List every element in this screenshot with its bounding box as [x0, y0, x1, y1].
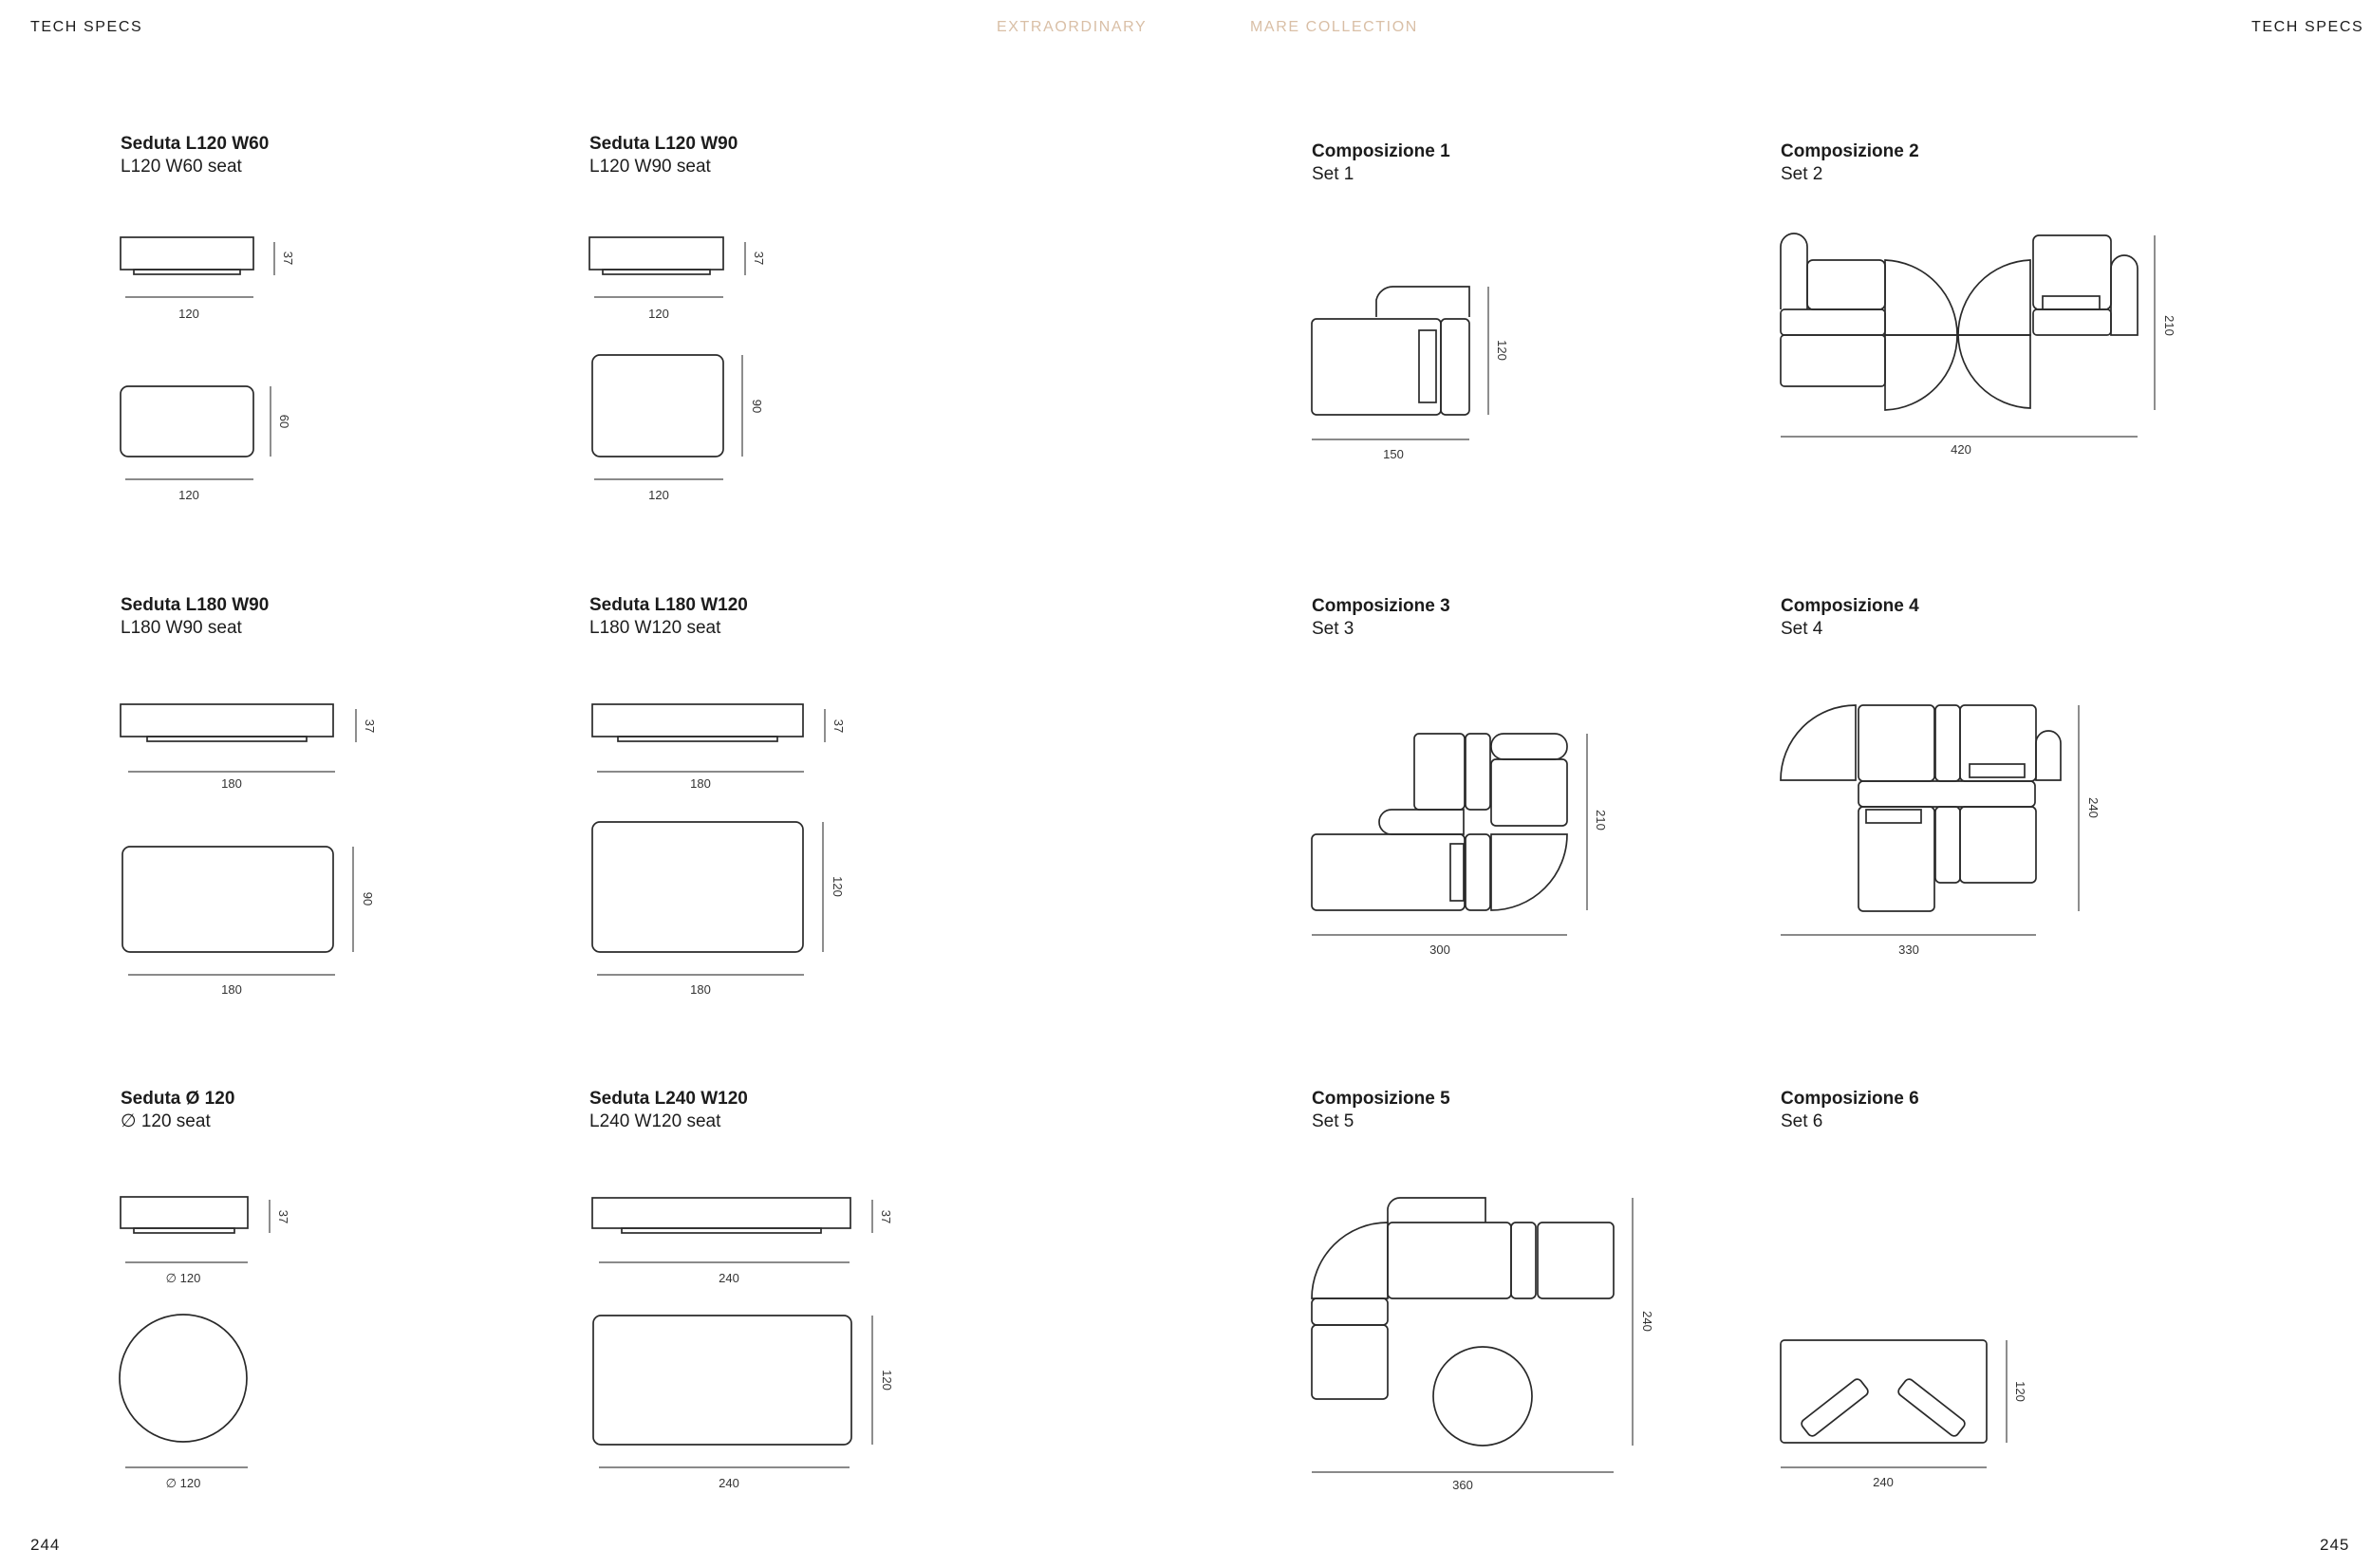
seat-plan	[121, 386, 271, 479]
seat-plan	[592, 355, 742, 479]
height-dim-label: 37	[831, 719, 846, 734]
set-drawing	[1781, 1088, 2046, 1505]
set-3	[1312, 595, 1608, 957]
height-dim-label: 37	[752, 251, 766, 266]
seat-plan	[592, 822, 823, 975]
seat-l120-w60	[121, 133, 295, 502]
set-drawing	[1312, 140, 1521, 473]
seat-plan	[593, 1316, 872, 1467]
page-number-left: 244	[30, 1536, 61, 1554]
seat-title: Seduta L120 W90	[589, 134, 738, 154]
length-dim-label: 300	[1429, 943, 1450, 957]
seat-title: Seduta L240 W120	[589, 1089, 748, 1109]
width-dim-label: 120	[831, 876, 845, 897]
height-dim-label: 37	[276, 1209, 290, 1224]
set-title: Composizione 3	[1312, 596, 1450, 616]
set-plan	[1781, 233, 2155, 437]
seat-subtitle: L120 W60 seat	[121, 157, 242, 177]
seat-drawing	[589, 594, 855, 1002]
set-4	[1781, 595, 2101, 957]
length-dim-label: 120	[178, 307, 199, 321]
header-right: TECH SPECS	[2251, 19, 2364, 35]
set-2	[1781, 140, 2176, 457]
length-dim-label: 120	[648, 307, 669, 321]
length-dim-label: 330	[1898, 943, 1919, 957]
seat-l120-w90	[589, 133, 766, 502]
length-dim-label: 240	[719, 1271, 739, 1285]
seat-title: Seduta L180 W90	[121, 595, 270, 615]
set-1	[1312, 140, 1509, 461]
page-number-right: 245	[2320, 1536, 2350, 1554]
depth-dim-label: 120	[2013, 1381, 2027, 1402]
length-dim-label: 240	[1873, 1475, 1894, 1489]
seat-elevation	[592, 704, 825, 772]
width-dim-label: 120	[880, 1370, 894, 1391]
height-dim-label: 37	[281, 251, 295, 266]
seat-subtitle: L120 W90 seat	[589, 157, 711, 177]
set-subtitle: Set 6	[1781, 1111, 1823, 1131]
length-dim-label: 180	[221, 776, 242, 791]
seat-drawing	[121, 133, 310, 513]
set-drawing	[1312, 595, 1634, 965]
plan-length-dim-label: 120	[178, 488, 199, 502]
plan-length-dim-label: 120	[648, 488, 669, 502]
seat-subtitle: L180 W90 seat	[121, 618, 242, 638]
length-dim-label: 150	[1383, 447, 1404, 461]
depth-dim-label: 210	[2162, 315, 2176, 336]
header-brand: EXTRAORDINARY	[997, 19, 1148, 35]
seat-drawing	[589, 1088, 893, 1505]
width-dim-label: 90	[361, 891, 375, 906]
plan-length-dim-label: 240	[719, 1476, 739, 1490]
seat-plan	[120, 1315, 248, 1467]
set-plan	[1781, 1340, 2007, 1467]
set-title: Composizione 4	[1781, 596, 1919, 616]
seat-l180-w90	[121, 594, 377, 997]
seat-l180-w120	[589, 594, 846, 997]
seat-drawing	[121, 1088, 329, 1505]
seat-title: Seduta Ø 120	[121, 1089, 235, 1109]
set-subtitle: Set 2	[1781, 164, 1823, 184]
plan-length-dim-label: 180	[690, 982, 711, 997]
set-5	[1312, 1088, 1654, 1492]
seat-elevation	[121, 237, 274, 297]
set-plan	[1781, 705, 2079, 935]
set-plan	[1312, 1198, 1633, 1472]
seat-elevation	[121, 1197, 270, 1262]
set-title: Composizione 5	[1312, 1089, 1450, 1109]
length-dim-label: 180	[690, 776, 711, 791]
seat-title: Seduta L120 W60	[121, 134, 270, 154]
seat-elevation	[589, 237, 745, 297]
set-drawing	[1312, 1088, 1653, 1505]
seat-elevation	[121, 704, 356, 772]
set-title: Composizione 1	[1312, 141, 1450, 161]
set-title: Composizione 6	[1781, 1089, 1919, 1109]
set-drawing	[1781, 595, 2103, 965]
seat-drawing	[589, 133, 779, 513]
set-subtitle: Set 5	[1312, 1111, 1354, 1131]
depth-dim-label: 210	[1594, 810, 1608, 831]
seat-subtitle: L240 W120 seat	[589, 1111, 721, 1131]
depth-dim-label: 240	[1640, 1311, 1654, 1332]
width-dim-label: 60	[277, 414, 291, 429]
length-dim-label: 420	[1951, 442, 1971, 457]
seat-subtitle: ∅ 120 seat	[121, 1111, 211, 1131]
seat-title: Seduta L180 W120	[589, 595, 748, 615]
set-subtitle: Set 1	[1312, 164, 1354, 184]
header-left: TECH SPECS	[30, 19, 143, 35]
seat-plan	[122, 847, 353, 975]
set-drawing	[1781, 140, 2179, 473]
width-dim-label: 90	[750, 399, 764, 414]
set-plan	[1312, 734, 1587, 935]
header-collection: MARE COLLECTION	[1250, 19, 1418, 35]
set-subtitle: Set 4	[1781, 619, 1823, 639]
seat-elevation	[592, 1198, 872, 1262]
set-6	[1781, 1088, 2027, 1489]
set-title: Composizione 2	[1781, 141, 1919, 161]
height-dim-label: 37	[363, 719, 377, 734]
plan-length-dim-label: 180	[221, 982, 242, 997]
seat-subtitle: L180 W120 seat	[589, 618, 721, 638]
seat-drawing	[121, 594, 386, 1002]
seat-l240-w120	[589, 1088, 894, 1490]
length-dim-label: 360	[1452, 1478, 1473, 1492]
set-subtitle: Set 3	[1312, 619, 1354, 639]
height-dim-label: 37	[879, 1209, 893, 1224]
length-dim-label: ∅ 120	[165, 1271, 201, 1285]
set-plan	[1312, 287, 1488, 439]
plan-length-dim-label: ∅ 120	[165, 1476, 201, 1490]
depth-dim-label: 240	[2086, 797, 2101, 818]
seat-round-120	[121, 1088, 290, 1490]
depth-dim-label: 120	[1495, 340, 1509, 361]
